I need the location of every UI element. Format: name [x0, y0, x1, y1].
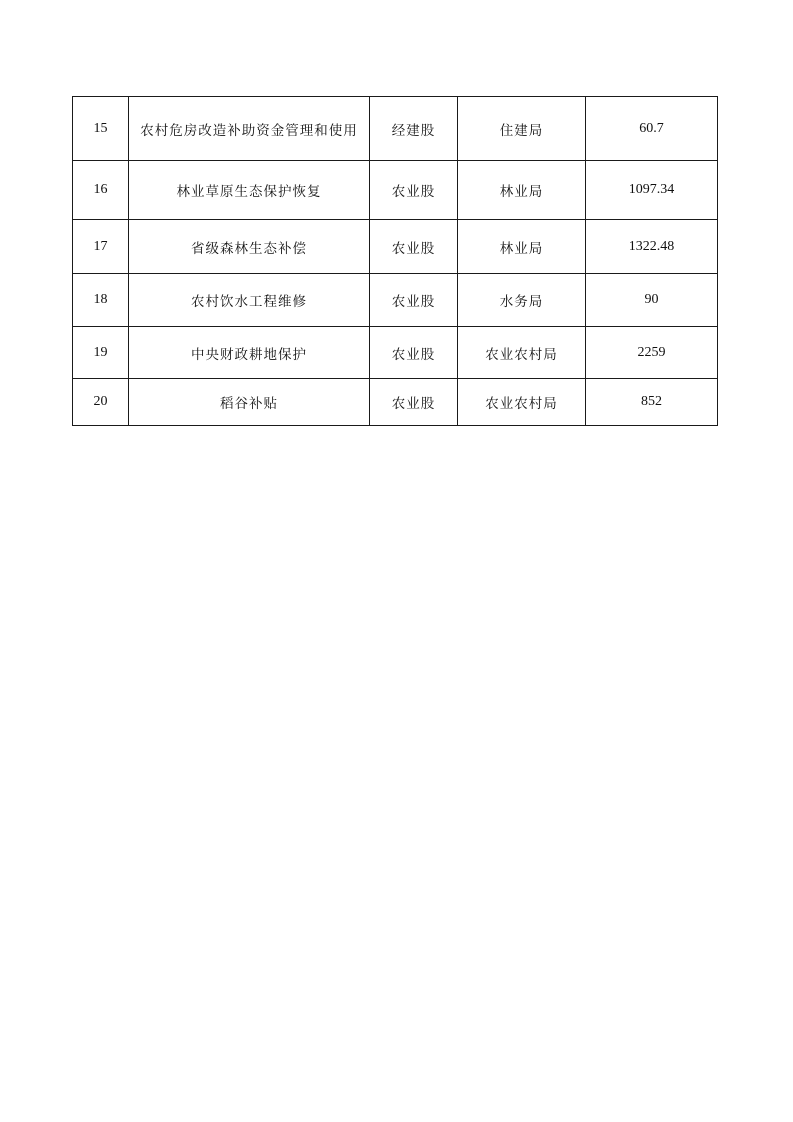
- row-number: 18: [73, 274, 129, 327]
- table-row: [73, 97, 718, 161]
- department: 住建局: [458, 97, 586, 161]
- project-name: 农村饮水工程维修: [129, 274, 370, 327]
- responsible-section: 农业股: [370, 379, 458, 426]
- project-name: 农村危房改造补助资金管理和使用: [129, 97, 370, 161]
- responsible-section: 农业股: [370, 327, 458, 379]
- row-number: 17: [73, 220, 129, 274]
- amount: 852: [586, 379, 718, 426]
- table-row: [73, 379, 718, 426]
- department: 农业农村局: [458, 327, 586, 379]
- department: 农业农村局: [458, 379, 586, 426]
- project-name: 中央财政耕地保护: [129, 327, 370, 379]
- department: 水务局: [458, 274, 586, 327]
- amount: 90: [586, 274, 718, 327]
- project-name: 稻谷补贴: [129, 379, 370, 426]
- amount: 60.7: [586, 97, 718, 161]
- table-row: [73, 327, 718, 379]
- row-number: 19: [73, 327, 129, 379]
- responsible-section: 农业股: [370, 274, 458, 327]
- department: 林业局: [458, 220, 586, 274]
- responsible-section: 农业股: [370, 161, 458, 220]
- amount: 1322.48: [586, 220, 718, 274]
- project-name: 省级森林生态补偿: [129, 220, 370, 274]
- table-row: [73, 220, 718, 274]
- responsible-section: 农业股: [370, 220, 458, 274]
- amount: 2259: [586, 327, 718, 379]
- amount: 1097.34: [586, 161, 718, 220]
- table-row: [73, 161, 718, 220]
- responsible-section: 经建股: [370, 97, 458, 161]
- table-row: [73, 274, 718, 327]
- row-number: 20: [73, 379, 129, 426]
- project-name: 林业草原生态保护恢复: [129, 161, 370, 220]
- row-number: 16: [73, 161, 129, 220]
- department: 林业局: [458, 161, 586, 220]
- row-number: 15: [73, 97, 129, 161]
- fund-table: [72, 96, 718, 426]
